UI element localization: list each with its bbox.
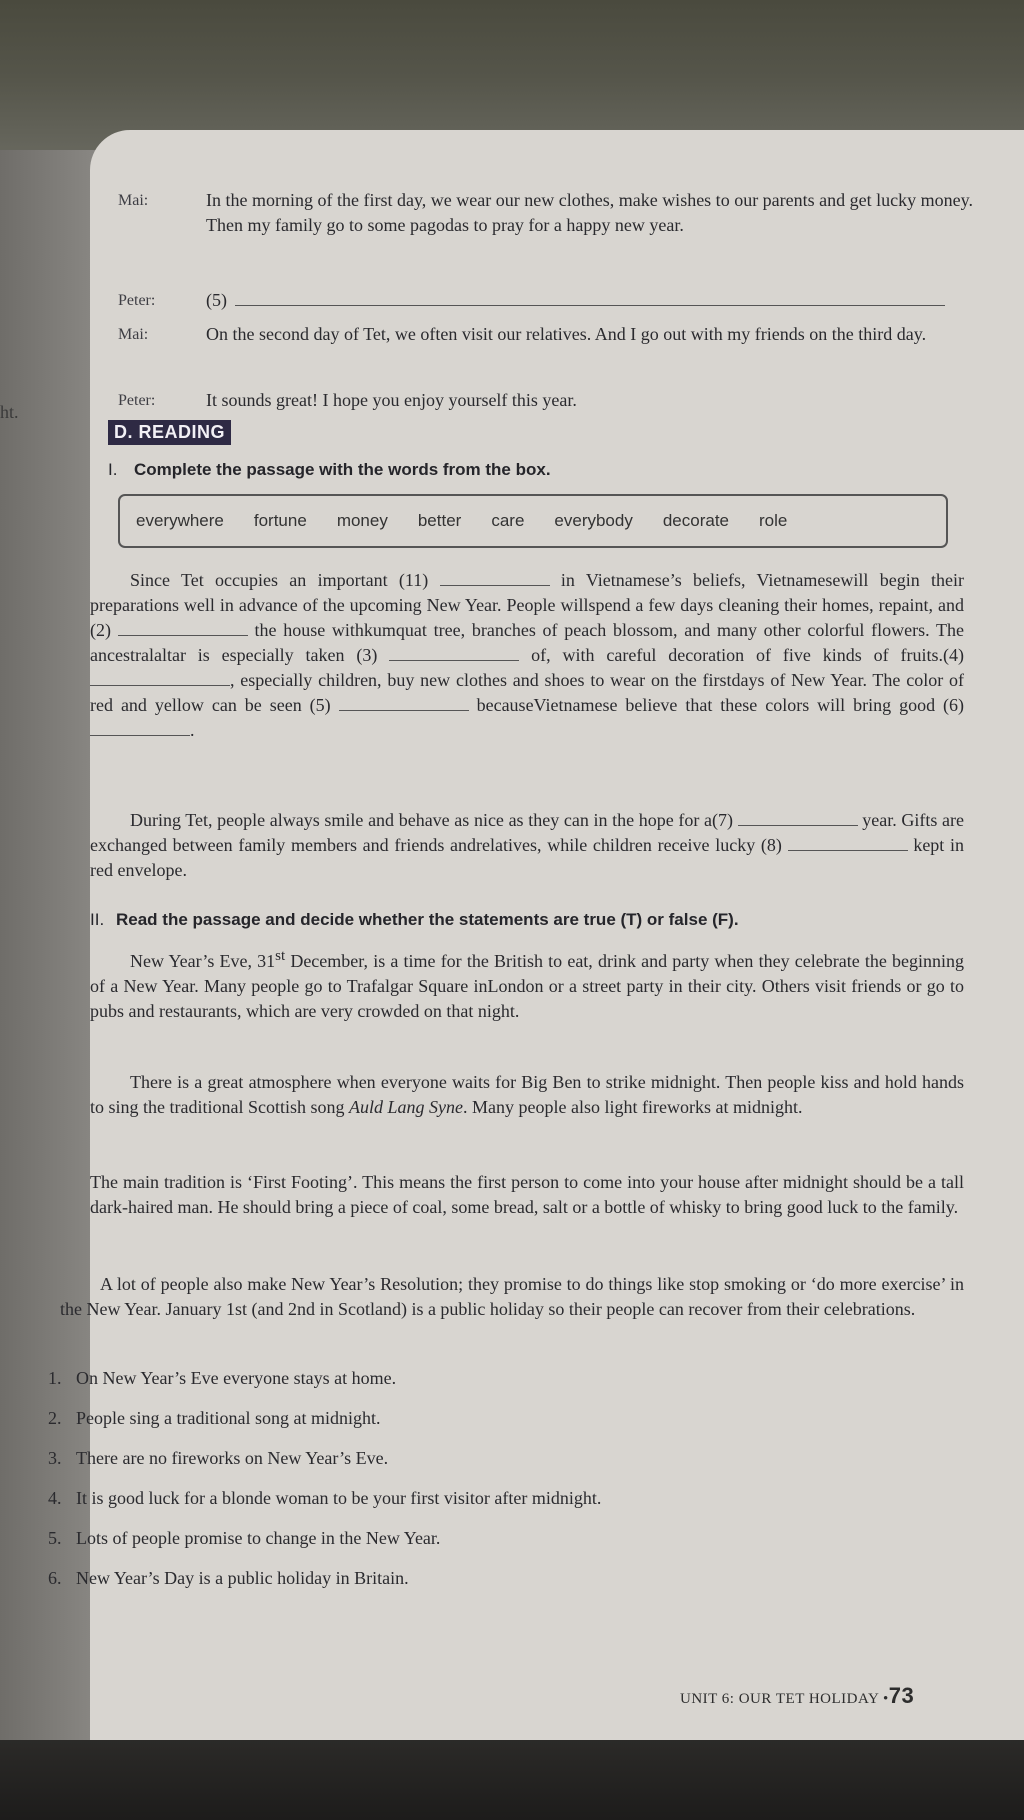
speaker: Peter: [118,392,156,409]
passage-text: December, is a time for the British to eat, drink and party when they celebrate the beginning of a New Year. Many people go to Trafalgar Square inLondon or a street party in their city. Others visit friends or go to pubs and restaurants, which are very crowded on that night. [90,951,964,1021]
answer-blank[interactable] [118,621,248,636]
word-option: care [491,511,525,530]
word-option: role [759,511,788,530]
statement-item [48,1446,908,1471]
word-option: everybody [554,511,633,530]
speaker: Mai: [118,326,149,343]
passage-text: of, with careful decoration of five kinds of fruits.(4) [531,645,964,665]
statement-text: There are no fireworks on New Year’s Eve. [76,1448,389,1468]
statement-number: 5. [48,1528,62,1548]
statement-number: 6. [48,1568,62,1588]
word-option: decorate [662,511,730,530]
dialogue-line [118,188,978,238]
answer-blank[interactable] [235,291,945,306]
passage-text: . [190,720,195,740]
page-footer [680,1683,914,1709]
word-option: fortune [253,511,307,530]
statement-text: New Year’s Day is a public holiday in Britain. [76,1568,409,1588]
word-option: everywhere [136,511,224,530]
exercise-number: I. [108,460,118,479]
answer-blank[interactable] [440,571,550,586]
statement-text: It is good luck for a blonde woman to be your first visitor after midnight. [76,1488,602,1508]
speaker: Peter: [118,292,156,309]
passage-text: A lot of people also make New Year’s Resolution; they promise to do things like stop smoking or ‘do more exercise’ in the New Year. January 1st (and 2nd in Scotland) is a public holiday so their people can recover from their celebrations. [60,1274,964,1319]
passage-text: , especially children, buy new clothes and shoes to wear on the firstdays of New Year. The color of red and yellow can be seen (5) [90,670,964,715]
passage-text: kept in red envelope. [90,835,965,880]
passage-text: New Year’s Eve, 31 [130,951,276,971]
reading-paragraph [90,1170,964,1220]
passage-text: Since Tet occupies an important (11) [130,570,429,590]
speech-text: On the second day of Tet, we often visit our relatives. And I go out with my friends on the third day. [206,324,927,344]
section-title: D. READING [108,420,231,445]
speech-text: (5) [206,290,227,310]
statement-number: 1. [48,1368,62,1388]
cloze-paragraph-1 [90,568,964,743]
word-box [118,494,948,548]
answer-blank[interactable] [90,721,190,736]
answer-blank[interactable] [339,696,469,711]
word-option: better [417,511,462,530]
statement-text: People sing a traditional song at midnight. [76,1408,381,1428]
statement-number: 4. [48,1488,62,1508]
passage-text: The main tradition is ‘First Footing’. This means the first person to come into your house after midnight should be a tall dark-haired man. He should bring a piece of coal, some bread, salt or a bottle of whisky to bring good luck to the family. [90,1172,964,1217]
speech-text: In the morning of the first day, we wear our new clothes, make wishes to our parents and get lucky money. Then my family go to some pagodas to pray for a happy new year. [206,190,973,235]
statement-item [48,1366,908,1391]
statement-item [48,1526,908,1551]
statement-item [48,1566,908,1591]
dialogue-line [118,322,978,347]
exercise-number: II. [90,910,105,929]
statement-item [48,1406,908,1431]
statement-number: 3. [48,1448,62,1468]
passage-text: . Many people also light fireworks at midnight. [463,1097,803,1117]
song-title: Auld Lang Syne [349,1097,463,1117]
passage-text: in Vietnamese’s beliefs, Vietnamesewill begin their preparations well in advance of the upcoming New Year. People willspend a few days cleaning their homes, repaint, and (2) [90,570,964,640]
answer-blank[interactable] [788,836,908,851]
answer-blank[interactable] [389,646,519,661]
statement-text: Lots of people promise to change in the New Year. [76,1528,441,1548]
page-number: 73 [888,1683,915,1708]
dialogue-line [118,388,978,413]
footer-bullet: • [882,1691,889,1707]
answer-blank[interactable] [90,671,230,686]
statement-item [48,1486,908,1511]
answer-blank[interactable] [738,811,858,826]
reading-paragraph [90,944,964,1024]
passage-text: year. Gifts are exchanged between family members and friends andrelatives, while children receive lucky (8) [90,810,965,855]
passage-text: becauseVietnamese believe that these colors will bring good (6) [476,695,965,715]
passage-text: There is a great atmosphere when everyone waits for Big Ben to strike midnight. Then people kiss and hold hands to sing the traditional Scottish song [90,1072,964,1117]
cloze-paragraph-2 [90,808,964,883]
unit-title: UNIT 6: OUR TET HOLIDAY [680,1691,879,1707]
statement-text: On New Year’s Eve everyone stays at home. [76,1368,397,1388]
passage-text: During Tet, people always smile and behave as nice as they can in the hope for a(7) [130,810,733,830]
exercise-instruction [90,910,739,930]
dialogue-line [118,288,978,313]
instruction-text: Read the passage and decide whether the statements are true (T) or false (F). [116,910,739,929]
reading-paragraph [90,1070,964,1120]
speech-text: It sounds great! I hope you enjoy yourself this year. [206,390,577,410]
statement-number: 2. [48,1408,62,1428]
instruction-text: Complete the passage with the words from the box. [134,460,551,479]
passage-text: the house withkumquat tree, branches of peach blossom, and many other colorful flowers. The ancestralaltar is especially taken (3) [90,620,964,665]
left-margin-text: ht. [0,402,19,422]
word-option: money [336,511,388,530]
speaker: Mai: [118,192,149,209]
superscript: st [275,948,286,964]
reading-paragraph [60,1272,964,1322]
exercise-instruction [108,460,551,480]
